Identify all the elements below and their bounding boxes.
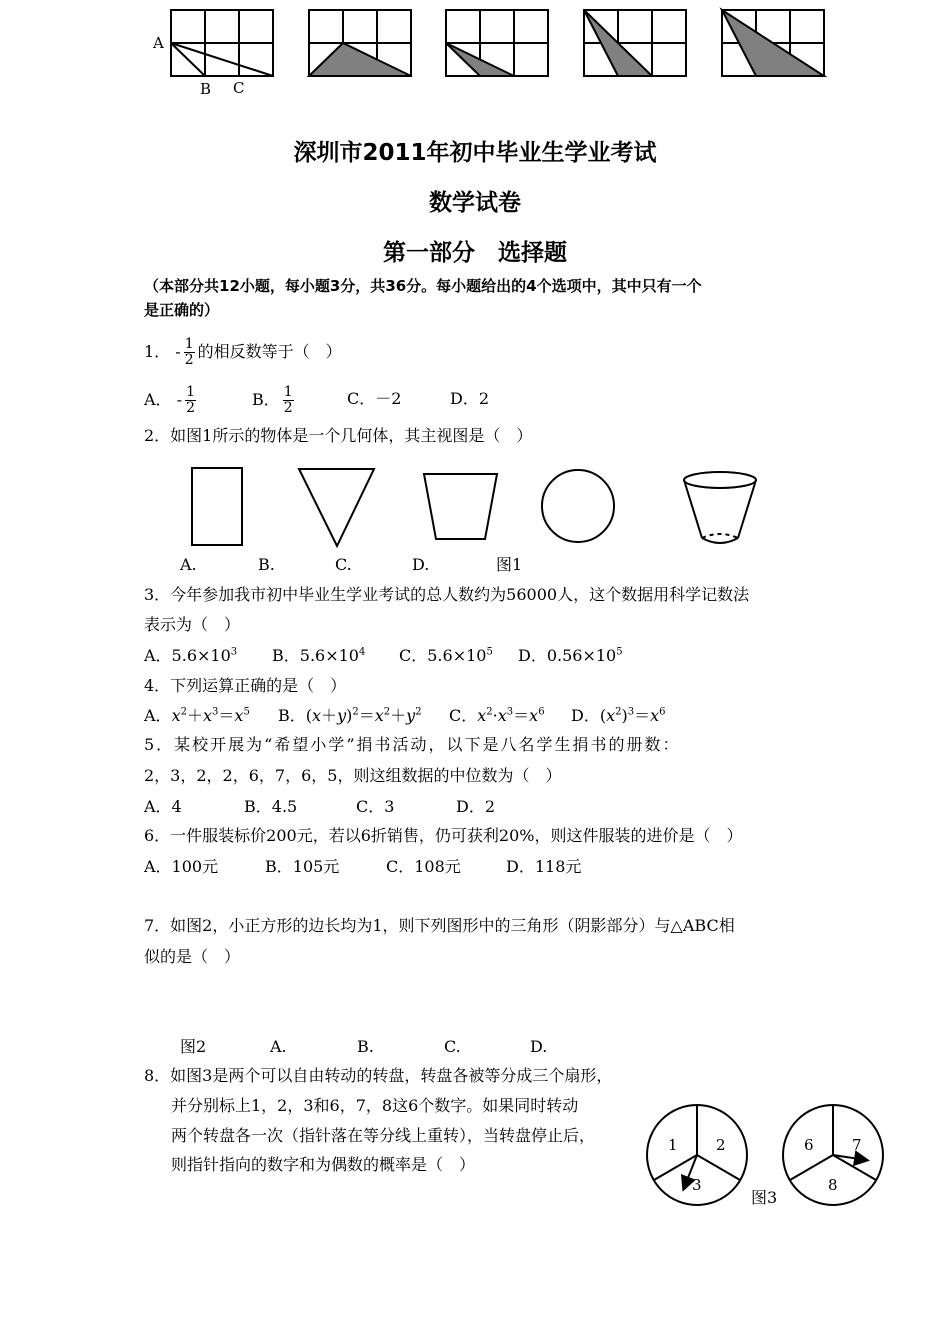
question-3-stem-1: 3．今年参加我市初中毕业生学业考试的总人数约为56000人，这个数据用科学记数法 [144,585,750,604]
question-4-option-d: D．$(x^2)^3=x^6$ [571,706,666,725]
question-1-option-b: B． $\frac{1}{2}$ [252,384,293,416]
question-7-label-b: B. [357,1037,374,1056]
instructions-line-2: 是正确的） [144,301,220,319]
question-6-option-c: C．108元 [386,857,461,876]
question-3-stem-2: 表示为（ ） [144,615,241,634]
spinners-figure [0,1100,950,1220]
question-6-stem: 6．一件服装标价200元，若以6折销售，仍可获利20%，则这件服装的进价是（ ） [144,826,743,845]
spinner-2-number-6: 6 [804,1136,814,1154]
label-b: B [200,80,212,98]
question-1: 1． - $\frac{1}{2}$ 的相反数等于（ ） [144,336,342,368]
label-a: A [153,34,164,52]
question-6-option-a: A．100元 [144,857,219,876]
spinner-1-number-1: 1 [668,1136,678,1154]
question-1-option-c: C．－2 [347,389,402,408]
question-5-option-d: D．2 [456,797,496,816]
exam-title: 深圳市2011年初中毕业生学业考试 [293,140,657,166]
spinner-1-number-2: 2 [716,1136,726,1154]
question-7-label-a: A. [270,1037,287,1056]
question-3-option-d: D．$0.56\times 10^5$ [518,646,623,665]
question-7-label-c: C. [444,1037,461,1056]
question-1-option-a: A． - $\frac{1}{2}$ [144,384,195,416]
question-7-stem-1: 7．如图2，小正方形的边长均为1，则下列图形中的三角形（阴影部分）与△ABC相 [144,916,735,935]
question-2-label-b: B. [258,555,275,574]
figure-1-label: 图1 [496,555,523,574]
figure-2-label: 图2 [180,1037,207,1056]
question-2-label-c: C. [335,555,352,574]
part-title: 第一部分 选择题 [383,240,567,266]
question-5-option-b: B．4.5 [244,797,298,816]
question-3-option-a: A．$5.6\times 10^3$ [144,646,238,665]
spinner-2-number-7: 7 [852,1136,862,1154]
question-4-option-c: C．$x^2\cdot x^3=x^6$ [449,706,545,725]
question-4-stem: 4．下列运算正确的是（ ） [144,676,347,695]
question-4-option-a: A．$x^2+x^3=x^5$ [144,706,250,725]
question-2-label-a: A. [180,555,197,574]
question-5-option-c: C．3 [356,797,395,816]
question-2-label-d: D. [412,555,430,574]
question-8-line-2: 并分别标上1，2，3和6，7，8这6个数字。如果同时转动 [171,1096,579,1115]
spinner-1-number-3: 3 [692,1176,702,1194]
question-2-figures [0,460,950,560]
figure-3-label: 图3 [751,1188,778,1207]
question-1-option-d: D．2 [450,389,490,408]
question-5-stem-2: 2，3，2，2，6，7，6，5，则这组数据的中位数为（ ） [144,766,562,785]
question-2-stem: 2．如图1所示的物体是一个几何体，其主视图是（ ） [144,426,533,445]
instructions-line-1: （本部分共12小题，每小题3分，共36分。每小题给出的4个选项中，其中只有一个 [144,277,702,295]
question-8-line-1: 8．如图3是两个可以自由转动的转盘，转盘各被等分成三个扇形， [144,1066,613,1085]
question-6-option-d: D．118元 [506,857,582,876]
question-7-label-d: D. [530,1037,548,1056]
label-c: C [233,79,245,97]
spinner-1 [647,1105,747,1205]
question-3-option-b: B．$5.6\times 10^4$ [272,646,366,665]
question-4-option-b: B．$(x+y)^2=x^2+y^2$ [278,706,422,725]
question-8-line-4: 则指针指向的数字和为偶数的概率是（ ） [171,1155,476,1174]
triangle-abc [171,43,273,76]
question-7-stem-2: 似的是（ ） [144,947,241,966]
similar-triangles-figure [0,0,950,100]
question-3-option-c: C．$5.6\times 10^5$ [399,646,493,665]
spinner-2-number-8: 8 [828,1176,838,1194]
spinner-2 [783,1105,883,1205]
exam-subtitle: 数学试卷 [429,190,521,216]
question-5-option-a: A．4 [144,797,182,816]
question-5-stem-1: 5．某校开展为“希望小学”捐书活动，以下是八名学生捐书的册数： [144,735,681,754]
shaded-triangle-a [309,43,411,76]
question-8-line-3: 两个转盘各一次（指针落在等分线上重转），当转盘停止后， [171,1126,596,1145]
question-6-option-b: B．105元 [265,857,340,876]
